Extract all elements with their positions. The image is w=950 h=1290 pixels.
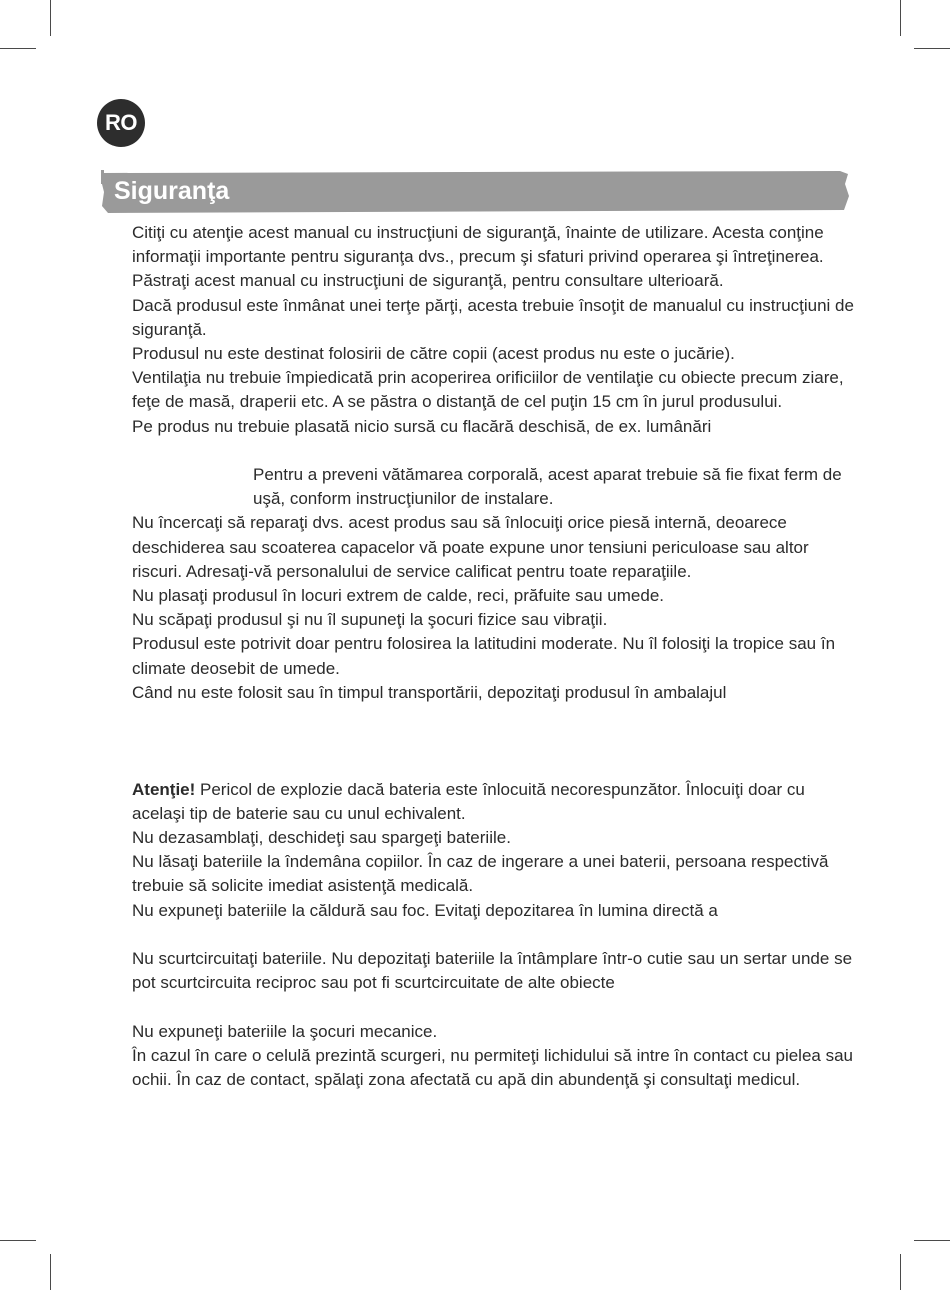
paragraph: Nu lăsaţi bateriile la îndemâna copiilor. În caz de ingerare a unei baterii, persoana respectivă trebuie să solicite imediat asistenţă medicală. <box>132 852 829 896</box>
warning-text: Pericol de explozie dacă bateria este înlocuită necorespunzător. Înlocuiţi doar cu acelaşi tip de baterie sau cu unul echivalent. <box>132 779 805 823</box>
crop-mark <box>914 1240 950 1241</box>
language-badge: RO <box>97 99 145 147</box>
paragraph: Când nu este folosit sau în timpul transportării, depozitaţi produsul în ambalajul <box>132 682 727 702</box>
crop-mark <box>0 48 36 49</box>
paragraph: Nu scăpaţi produsul şi nu îl supuneţi la şocuri fizice sau vibraţii. <box>132 610 608 630</box>
paragraph: Nu dezasamblaţi, deschideţi sau spargeţi bateriile. <box>132 828 511 848</box>
paragraph: Citiţi cu atenţie acest manual cu instrucţiuni de siguranţă, înainte de utilizare. Acesta conţine informaţii importante pentru siguranţa dvs., precum şi sfaturi privind operarea şi întreţinerea. <box>132 223 824 267</box>
paragraph: În cazul în care o celulă prezintă scurgeri, nu permiteţi lichidului să intre în contact cu pielea sau ochii. În caz de contact, spălaţi zona afectată cu apă din abundenţă şi consultaţi medicul. <box>132 1045 853 1090</box>
paragraph: Nu expuneţi bateriile la căldură sau foc. Evitaţi depozitarea în lumina directă a <box>132 900 718 920</box>
section-title: Siguranţa <box>114 177 230 205</box>
crop-mark <box>0 1240 36 1241</box>
crop-mark <box>914 48 950 49</box>
paragraph: Pe produs nu trebuie plasată nicio sursă cu flacără deschisă, de ex. lumânări <box>132 416 712 436</box>
crop-mark <box>50 1254 51 1290</box>
paragraph: Nu scurtcircuitaţi bateriile. Nu depozitaţi bateriile la întâmplare într-o cutie sau un sertar unde se pot scurtcircuita reciproc sau pot fi scurtcircuitate de alte obiecte <box>132 949 853 993</box>
crop-mark <box>900 1254 901 1290</box>
paragraph: Păstraţi acest manual cu instrucţiuni de siguranţă, pentru consultare ulterioară. <box>132 271 724 291</box>
warning-label: Atenţie! <box>132 779 196 799</box>
crop-mark <box>900 0 901 36</box>
paragraph: Pentru a preveni vătămarea corporală, acest aparat trebuie să fie fixat ferm de uşă, conform instrucţiunilor de instalare. <box>253 465 842 509</box>
paragraph: Nu plasaţi produsul în locuri extrem de calde, reci, prăfuite sau umede. <box>132 586 664 606</box>
safety-text <box>132 221 862 1092</box>
warning-paragraph <box>132 778 862 826</box>
paragraph: Produsul nu este destinat folosirii de către copii (acest produs nu este o jucărie). <box>132 344 735 364</box>
paragraph: Nu expuneţi bateriile la şocuri mecanice. <box>132 1021 438 1041</box>
paragraph: Produsul este potrivit doar pentru folosirea la latitudini moderate. Nu îl folosiţi la tropice sau în climate deosebit de umede. <box>132 634 836 678</box>
paragraph: Nu încercaţi să reparaţi dvs. acest produs sau să înlocuiţi orice piesă internă, deoarece deschiderea sau scoaterea capacelor vă poate expune unor tensiuni periculoase sau altor riscuri. Adresaţi-vă personalului de service calificat pentru toate reparaţiile. <box>132 513 809 581</box>
crop-mark <box>50 0 51 36</box>
section-banner <box>100 170 850 214</box>
paragraph: Ventilaţia nu trebuie împiedicată prin acoperirea orificiilor de ventilaţie cu obiecte precum ziare, feţe de masă, draperii etc. A se păstra o distanţă de cel puţin 15 cm în jurul produsului. <box>132 368 844 412</box>
paragraph: Dacă produsul este înmânat unei terţe părţi, acesta trebuie însoţit de manualul cu instrucţiuni de siguranţă. <box>132 295 854 339</box>
